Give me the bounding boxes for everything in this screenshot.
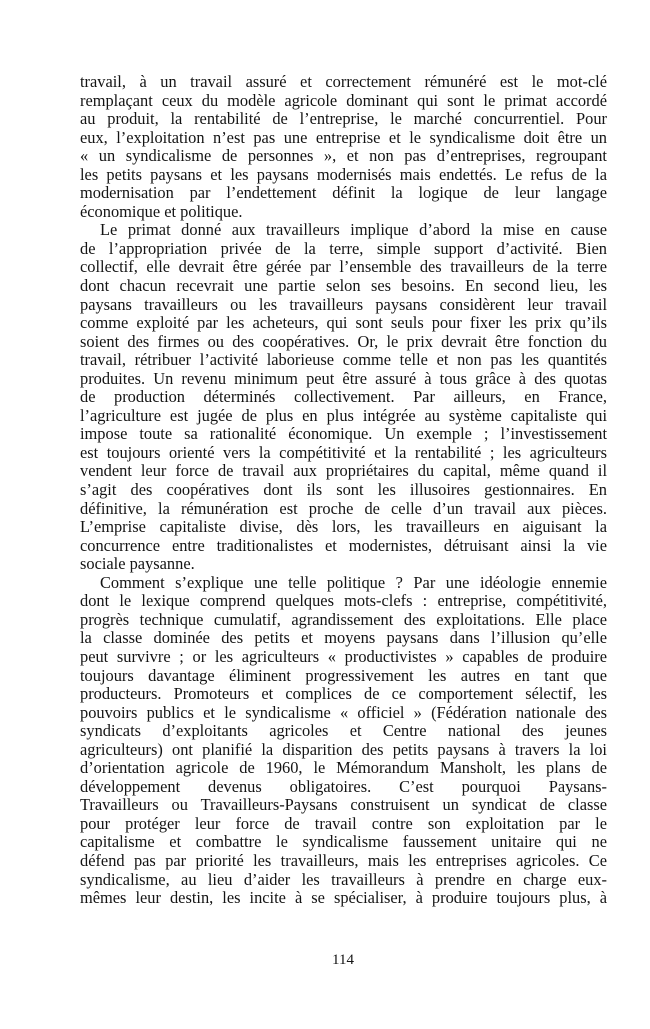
text-line: progrès technique cumulatif, agrandissement des exploitations. Elle place (80, 609, 607, 629)
text-line: l’agriculture est jugée de plus en plus intégrée au système capitaliste qui (80, 405, 607, 425)
text-line: producteurs. Promoteurs et complices de ce comportement sélectif, les (80, 684, 607, 704)
text-line: L’emprise capitaliste divise, dès lors, les travailleurs en aiguisant la (80, 517, 607, 537)
text-line: travail, à un travail assuré et correctement rémunéré est le mot-clé (80, 72, 607, 91)
text-line: dont le lexique comprend quelques mots-clefs : entreprise, compétitivité, (80, 591, 607, 611)
text-line: Le primat donné aux travailleurs implique d’abord la mise en cause (100, 220, 607, 240)
body-text (80, 73, 607, 908)
text-line: soient des firmes ou des coopératives. Or, le prix devrait être fonction du (80, 331, 607, 351)
text-line: mêmes leur destin, les incite à se spécialiser, à produire toujours plus, à (80, 888, 607, 908)
text-line: modernisation par l’endettement définit la logique de leur langage (80, 183, 607, 203)
text-line: collectif, elle devrait être gérée par l’ensemble des travailleurs de la terre (80, 257, 607, 277)
text-line: de l’appropriation privée de la terre, simple support d’activité. Bien (80, 238, 607, 258)
text-line: s’agit des coopératives dont ils sont les illusoires gestionnaires. En (80, 480, 607, 500)
paragraph (80, 221, 607, 573)
text-line: pouvoirs publics et le syndicalisme « officiel » (Fédération nationale des (80, 702, 607, 722)
text-line: syndicalisme, au lieu d’aider les travailleurs à prendre en charge eux- (80, 869, 607, 889)
text-line: « un syndicalisme de personnes », et non pas d’entreprises, regroupant (80, 146, 607, 166)
text-line: sociale paysanne. (80, 554, 195, 574)
text-line: la classe dominée des petits et moyens paysans dans l’illusion qu’elle (80, 628, 607, 648)
text-line: dont chacun recevrait une partie selon ses besoins. En second lieu, les (80, 276, 607, 296)
text-line: eux, l’exploitation n’est pas une entreprise et le syndicalisme doit être un (80, 127, 607, 147)
text-line: vendent leur force de travail aux propriétaires du capital, même quand il (80, 461, 607, 481)
text-line: concurrence entre traditionalistes et modernistes, détruisant ainsi la vie (80, 535, 607, 555)
text-line: syndicats d’exploitants agricoles et Centre national des jeunes (80, 721, 607, 741)
text-line: Travailleurs ou Travailleurs-Paysans construisent un syndicat de classe (80, 795, 607, 815)
text-line: capitalisme et combattre le syndicalisme faussement unitaire qui ne (80, 832, 607, 852)
text-line: est toujours orienté vers la compétitivité et la rentabilité ; les agriculteurs (80, 442, 607, 462)
text-line: d’orientation agricole de 1960, le Mémorandum Mansholt, les plans de (80, 758, 607, 778)
text-line: remplaçant ceux du modèle agricole dominant qui sont le primat accordé (80, 90, 607, 110)
text-line: de production déterminés collectivement. Par ailleurs, en France, (80, 387, 607, 407)
text-line: Comment s’explique une telle politique ? Par une idéologie ennemie (100, 572, 607, 592)
text-line: défend pas par priorité les travailleurs, mais les entreprises agricoles. Ce (80, 850, 607, 870)
text-line: les petits paysans et les paysans modernisés mais endettés. Le refus de la (80, 164, 607, 184)
text-line: paysans travailleurs ou les travailleurs paysans considèrent leur travail (80, 294, 607, 314)
paragraph (80, 73, 607, 221)
text-line: comme exploité par les acheteurs, qui sont seuls pour fixer les prix qu’ils (80, 313, 607, 333)
text-line: pour protéger leur force de travail contre son exploitation par le (80, 813, 607, 833)
paragraph (80, 574, 607, 908)
text-line: peut survivre ; or les agriculteurs « productivistes » capables de produire (80, 646, 607, 666)
text-line: développement devenus obligatoires. C’est pourquoi Paysans- (80, 776, 607, 796)
text-line: économique et politique. (80, 201, 243, 221)
text-line: produites. Un revenu minimum peut être assuré à tous grâce à des quotas (80, 368, 607, 388)
text-line: impose toute sa rationalité économique. Un exemple ; l’investissement (80, 424, 607, 444)
text-line: au produit, la rentabilité de l’entreprise, le marché concurrentiel. Pour (80, 109, 607, 129)
text-line: toujours davantage éliminent progressivement les autres en tant que (80, 665, 607, 685)
text-line: définitive, la rémunération est proche de celle d’un travail aux pièces. (80, 498, 607, 518)
text-line: agriculteurs) ont planifié la disparition des petits paysans à travers la loi (80, 739, 607, 759)
text-line: travail, rétribuer l’activité laborieuse comme telle et non pas les quantités (80, 350, 607, 370)
page-number: 114 (332, 952, 354, 968)
